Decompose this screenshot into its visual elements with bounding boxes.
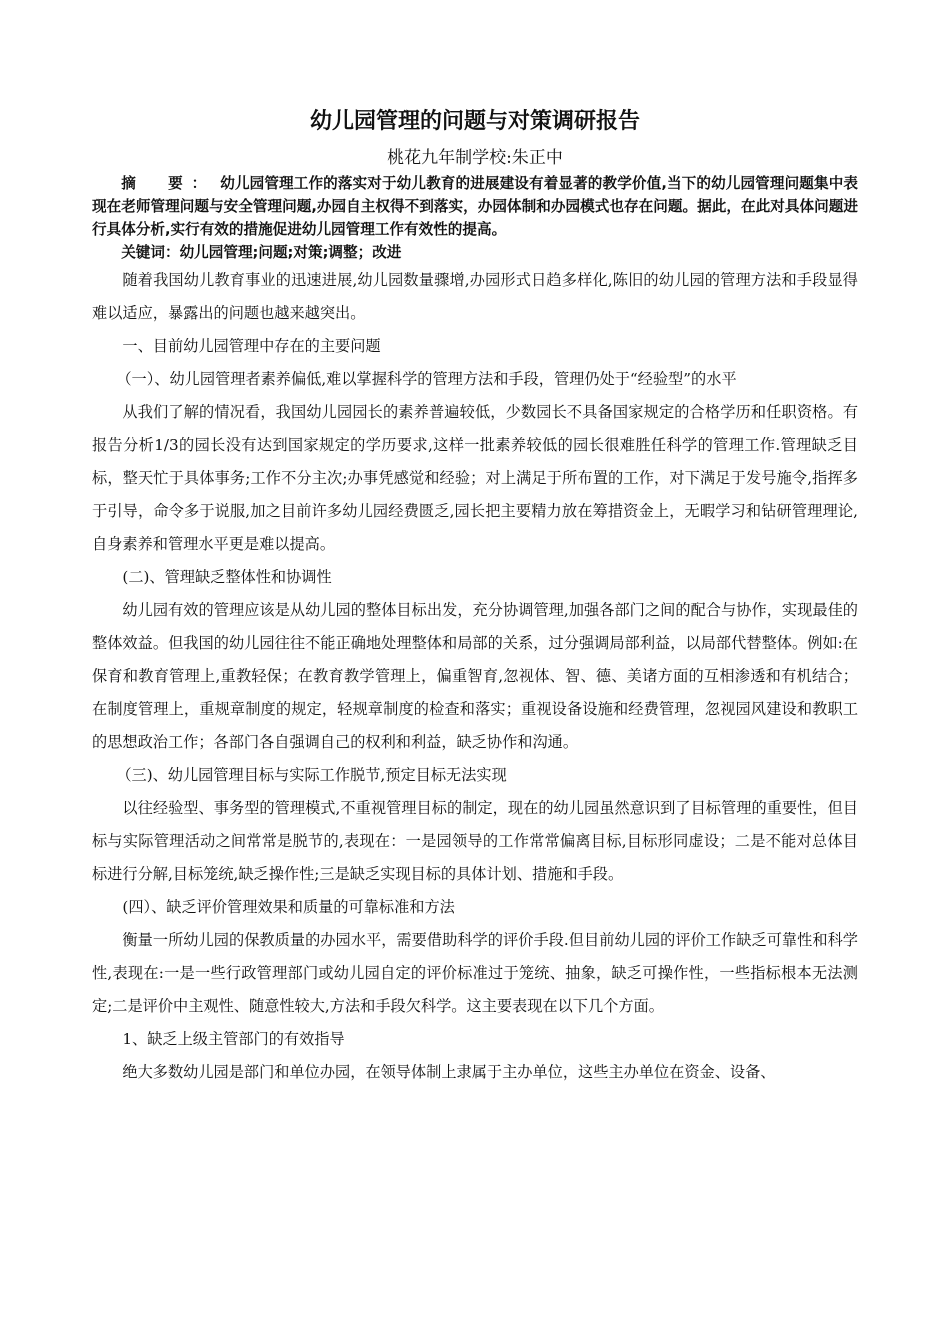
section-heading-1: 一、目前幼儿园管理中存在的主要问题 — [122, 337, 381, 355]
subsection-paragraph-2: 幼儿园有效的管理应该是从幼儿园的整体目标出发，充分协调管理,加强各部门之间的配合与协作，实现最佳的整体效益。但我国的幼儿园往往不能正确地处理整体和局部的关系，过分强调局部利益，以局部代替整体。例如:在保育和教育管理上,重教轻保；在教育教学管理上，偏重智育,忽视体、智、德、美诸方面的互相渗透和有机结合；在制度管理上，重规章制度的规定，轻规章制度的检查和落实；重视设备设施和经费管理，忽视园风建设和教职工的思想政治工作；各部门各自强调自己的权利和利益，缺乏协作和沟通。 — [92, 601, 858, 751]
author-line: 桃花九年制学校:朱正中 — [387, 148, 563, 168]
subsection-paragraph-1: 从我们了解的情况看，我国幼儿园园长的素养普遍较低，少数园长不具备国家规定的合格学历和任职资格。有报告分析1/3的园长没有达到国家规定的学历要求,这样一批素养较低的园长很难胜任科学的管理工作.管理缺乏目标，整天忙于具体事务;工作不分主次;办事凭感觉和经验；对上满足于所布置的工作，对下满足于发号施令,指挥多于引导，命令多于说服,加之目前许多幼儿园经费匮乏,园长把主要精力放在筹措资金上，无暇学习和钻研管理理论,自身素养和管理水平更是难以提高。 — [92, 403, 858, 553]
subsection-heading-3: （三)、幼儿园管理目标与实际工作脱节,预定目标无法实现 — [116, 766, 507, 784]
intro-paragraph: 随着我国幼儿教育事业的迅速进展,幼儿园数量骤增,办园形式日趋多样化,陈旧的幼儿园的管理方法和手段显得难以适应，暴露出的问题也越来越突出。 — [92, 271, 858, 322]
subsection-paragraph-4: 衡量一所幼儿园的保教质量的办园水平，需要借助科学的评价手段.但目前幼儿园的评价工作缺乏可靠性和科学性,表现在:一是一些行政管理部门或幼儿园自定的评价标准过于笼统、抽象，缺乏可操作性，一些指标根本无法测定;二是评价中主观性、随意性较大,方法和手段欠科学。这主要表现在以下几个方面。 — [92, 931, 858, 1015]
point-heading-1: 1、缺乏上级主管部门的有效指导 — [122, 1030, 345, 1048]
point-paragraph-1: 绝大多数幼儿园是部门和单位办园，在领导体制上隶属于主办单位，这些主办单位在资金、设备、 — [122, 1063, 776, 1081]
subsection-heading-4: (四）、缺乏评价管理效果和质量的可靠标准和方法 — [122, 898, 455, 916]
keywords: 关键词：幼儿园管理;问题;对策;调整；改进 — [121, 244, 402, 261]
subsection-heading-1: （一）、幼儿园管理者素养偏低,难以掌握科学的管理方法和手段，管理仍处于“经验型”的水平 — [116, 370, 737, 388]
subsection-paragraph-3: 以往经验型、事务型的管理模式,不重视管理目标的制定，现在的幼儿园虽然意识到了目标管理的重要性，但目标与实际管理活动之间常常是脱节的,表现在：一是园领导的工作常常偏离目标,目标形同虚设；二是不能对总体目标进行分解,目标笼统,缺乏操作性;三是缺乏实现目标的具体计划、措施和手段。 — [92, 799, 858, 883]
abstract — [92, 172, 858, 241]
document-title: 幼儿园管理的问题与对策调研报告 — [309, 109, 640, 134]
subsection-heading-2: (二)、管理缺乏整体性和协调性 — [122, 568, 332, 586]
abstract-text: 幼儿园管理工作的落实对于幼儿教育的进展建设有着显著的教学价值,当下的幼儿园管理问题集中表现在老师管理问题与安全管理问题,办园自主权得不到落实，办园体制和办园模式也存在问题。据此，在此对具体问题进行具体分析,实行有效的措施促进幼儿园管理工作有效性的提高。 — [92, 175, 858, 238]
abstract-label: 摘 要： — [121, 175, 216, 192]
